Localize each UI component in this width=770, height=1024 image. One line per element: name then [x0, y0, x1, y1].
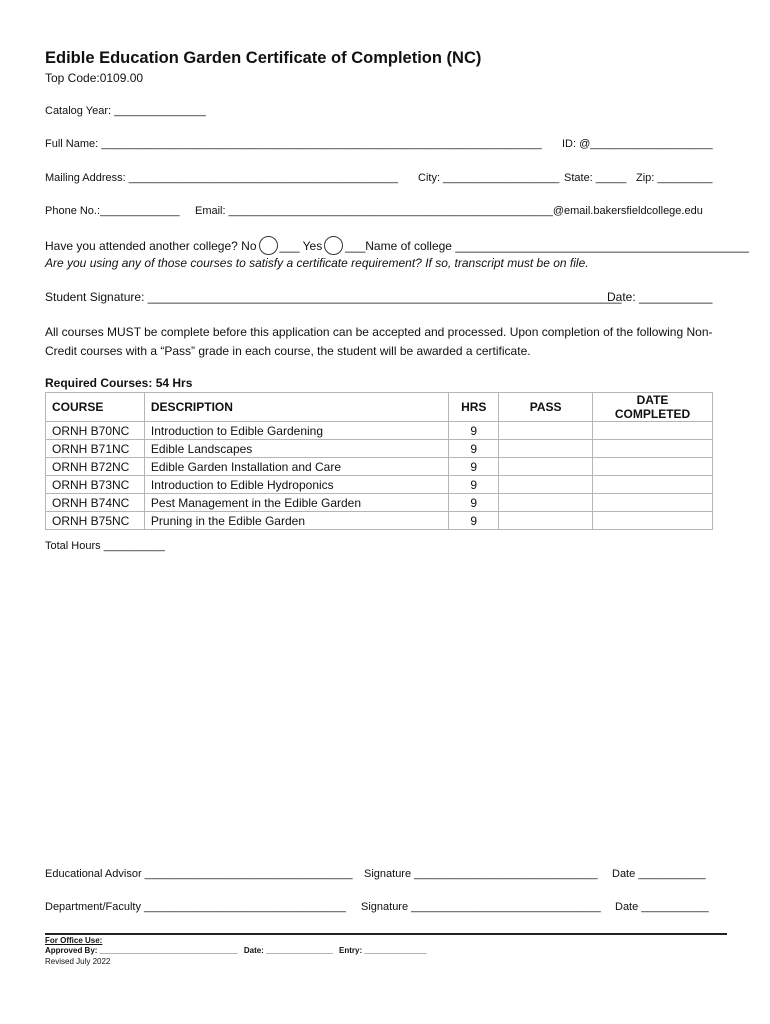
approved-by-field[interactable]: Approved By: _______________________________ — [45, 946, 238, 955]
office-use-heading — [45, 936, 102, 945]
date-completed-cell[interactable] — [593, 458, 713, 476]
office-use-label: For Office Use: — [45, 936, 103, 945]
course-hrs: 9 — [449, 458, 499, 476]
date-completed-cell[interactable] — [593, 476, 713, 494]
total-hours-field[interactable]: Total Hours __________ — [45, 540, 165, 552]
header-date-completed: DATE COMPLETED — [593, 393, 713, 422]
pass-cell[interactable] — [499, 440, 593, 458]
no-radio[interactable] — [259, 236, 278, 255]
college-question-row — [45, 236, 749, 255]
course-description: Pest Management in the Edible Garden — [144, 494, 448, 512]
date-completed-cell[interactable] — [593, 422, 713, 440]
course-code: ORNH B71NC — [46, 440, 145, 458]
revised-date: Revised July 2022 — [45, 957, 111, 966]
course-hrs: 9 — [449, 494, 499, 512]
date-completed-cell[interactable] — [593, 512, 713, 530]
date-completed-cell[interactable] — [593, 494, 713, 512]
course-hrs: 9 — [449, 512, 499, 530]
catalog-year-field[interactable]: Catalog Year: _______________ — [45, 105, 206, 117]
course-code: ORNH B75NC — [46, 512, 145, 530]
zip-field[interactable]: Zip: _________ — [636, 172, 713, 184]
course-hrs: 9 — [449, 422, 499, 440]
table-header-row — [46, 393, 713, 422]
pass-cell[interactable] — [499, 422, 593, 440]
date-completed-cell[interactable] — [593, 440, 713, 458]
office-date-field[interactable]: Date: _______________ — [243, 946, 333, 955]
course-hrs: 9 — [449, 476, 499, 494]
form-title: Edible Education Garden Certificate of Completion (NC) — [45, 49, 482, 67]
office-entry-field[interactable]: Entry: ______________ — [339, 946, 427, 955]
yes-radio[interactable] — [324, 236, 343, 255]
course-description: Introduction to Edible Hydroponics — [144, 476, 448, 494]
full-name-field[interactable]: Full Name: ________________________________________________________________________ — [45, 138, 542, 150]
course-code: ORNH B72NC — [46, 458, 145, 476]
office-approval-row — [45, 946, 427, 955]
office-divider — [45, 933, 727, 935]
pass-cell[interactable] — [499, 458, 593, 476]
city-field[interactable]: City: ___________________ — [418, 172, 560, 184]
table-row — [46, 512, 713, 530]
id-field[interactable]: ID: @____________________ — [562, 138, 713, 150]
course-code: ORNH B73NC — [46, 476, 145, 494]
no-blank: ___ — [279, 239, 300, 253]
course-description: Edible Garden Installation and Care — [144, 458, 448, 476]
yes-label: Yes — [302, 239, 323, 253]
courses-table — [45, 392, 713, 530]
pass-cell[interactable] — [499, 512, 593, 530]
table-row — [46, 440, 713, 458]
department-field[interactable]: Department/Faculty _________________________________ — [45, 901, 346, 913]
mailing-address-field[interactable]: Mailing Address: ____________________________________________ — [45, 172, 398, 184]
pass-cell[interactable] — [499, 476, 593, 494]
header-hrs: HRS — [449, 393, 499, 422]
table-row — [46, 476, 713, 494]
college-question-label: Have you attended another college? — [45, 239, 238, 253]
course-code: ORNH B74NC — [46, 494, 145, 512]
table-row — [46, 494, 713, 512]
top-code: Top Code:0109.00 — [45, 71, 144, 85]
header-pass: PASS — [499, 393, 593, 422]
department-signature-field[interactable]: Signature _______________________________ — [361, 901, 601, 913]
course-hrs: 9 — [449, 440, 499, 458]
transcript-note: Are you using any of those courses to satisfy a certificate requirement? If so, transcript must be on file. — [45, 256, 589, 270]
advisor-date-field[interactable]: Date ___________ — [612, 868, 706, 880]
student-date-field[interactable]: Date: ___________ — [607, 290, 713, 304]
table-row — [46, 458, 713, 476]
pass-cell[interactable] — [499, 494, 593, 512]
state-field[interactable]: State: _____ — [564, 172, 627, 184]
header-description: DESCRIPTION — [144, 393, 448, 422]
phone-field[interactable]: Phone No.:_____________ — [45, 205, 180, 217]
advisor-field[interactable]: Educational Advisor __________________________________ — [45, 868, 353, 880]
header-course: COURSE — [46, 393, 145, 422]
course-code: ORNH B70NC — [46, 422, 145, 440]
name-of-college-field[interactable]: Name of college ____________________________________________ — [365, 239, 749, 253]
course-description: Introduction to Edible Gardening — [144, 422, 448, 440]
email-field[interactable]: Email: _____________________________________________________@email.bakersfieldcollege.edu — [195, 205, 703, 217]
course-description: Edible Landscapes — [144, 440, 448, 458]
table-row — [46, 422, 713, 440]
yes-blank: ___ — [345, 239, 366, 253]
instructions-paragraph: All courses MUST be complete before this application can be accepted and processed. Upon completion of the following Non-Credit courses with a “Pass” grade in each course, the student will be awarded a certificate. — [45, 325, 713, 358]
advisor-signature-field[interactable]: Signature ______________________________ — [364, 868, 598, 880]
no-label: No — [241, 239, 257, 253]
required-courses-heading: Required Courses: 54 Hrs — [45, 376, 193, 390]
course-description: Pruning in the Edible Garden — [144, 512, 448, 530]
student-signature-field[interactable]: Student Signature: _______________________________________________________________________ — [45, 290, 622, 304]
department-date-field[interactable]: Date ___________ — [615, 901, 709, 913]
